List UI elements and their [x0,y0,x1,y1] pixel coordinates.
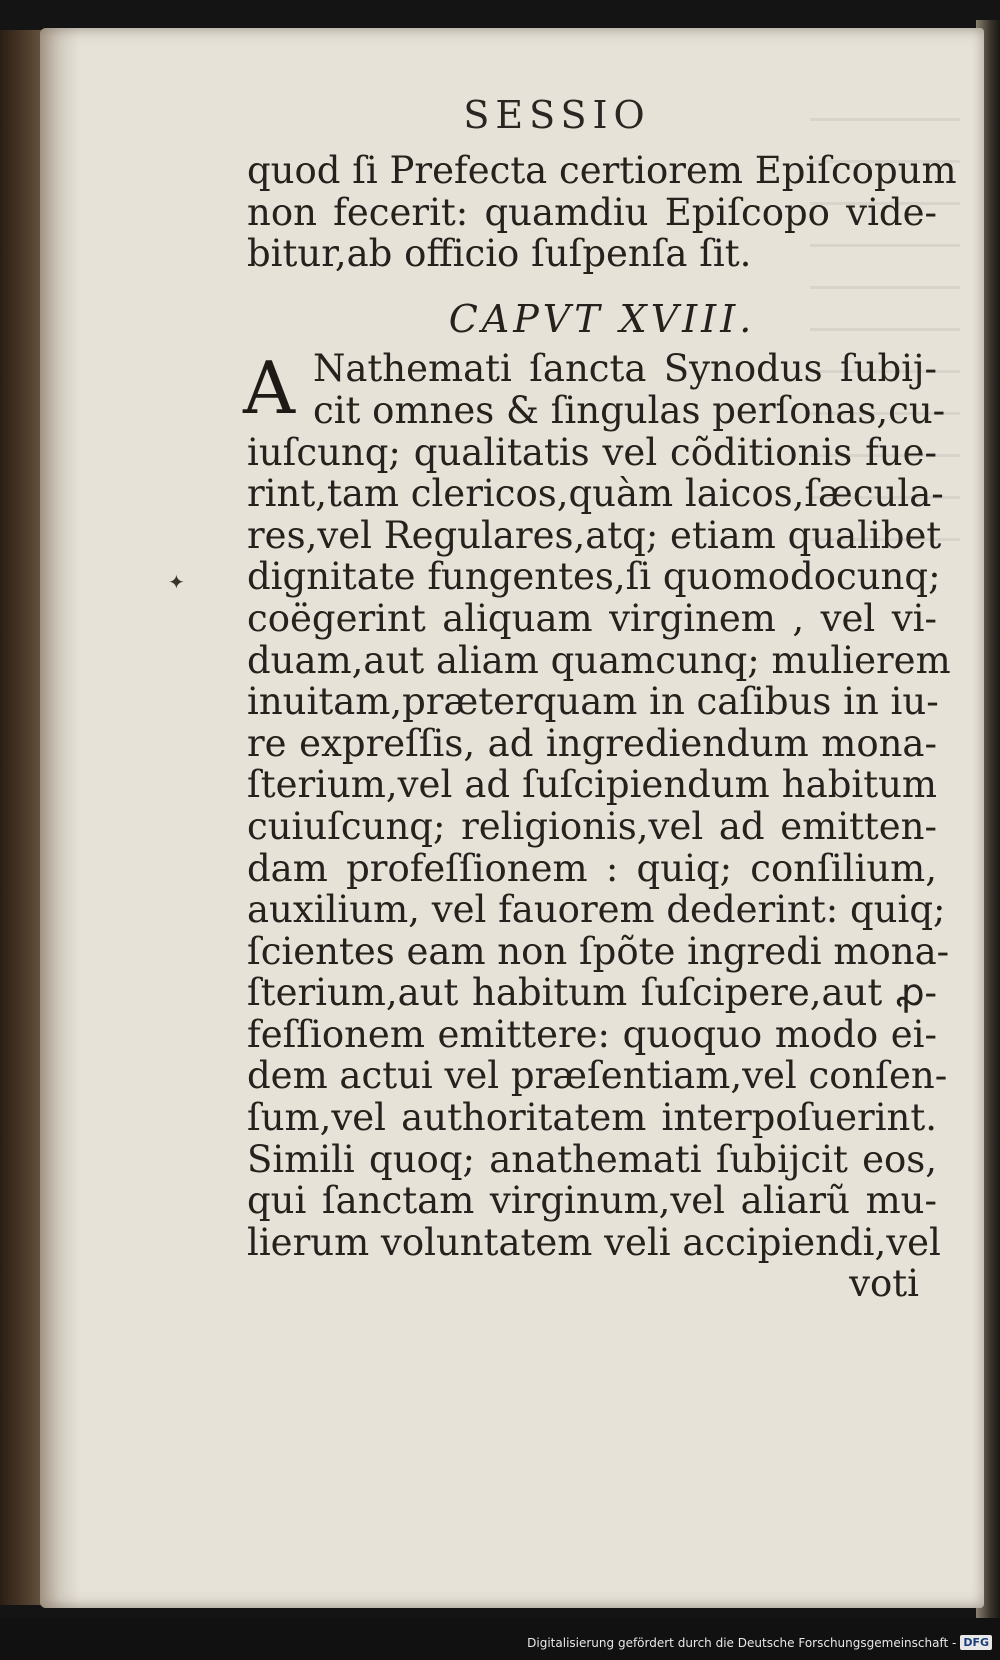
text-line: bitur,ab officio ſuſpenſa ſit. [247,232,752,276]
marginal-mark-icon: ✦ [168,570,185,594]
text-line: coëgerint aliquam virginem , vel vi- [247,596,937,640]
text-line: iuſcunq; qualitatis vel cõditionis fue- [247,430,937,474]
text-line: dem actui vel præſentiam,vel conſen- [247,1054,948,1098]
drop-initial: A [243,346,295,431]
text-line: rint,tam clericos,quàm laicos,ſæcula- [247,472,944,516]
text-line: feſſionem emittere: quoquo modo ei- [247,1012,937,1056]
gutter-shadow [40,28,80,1608]
text-line: res,vel Regulares,atq; etiam qualibet [247,513,942,557]
credit-text: Digitalisierung gefördert durch die Deutsche Forschungsgemeinschaft - [527,1635,957,1650]
footer-bar [0,1618,1000,1660]
text-line: cit omnes & ſingulas perſonas,cu- [313,388,946,432]
chapter-paragraph [243,346,951,1264]
text-line: re expreſſis, ad ingrediendum mona- [247,721,937,765]
text-line: Nathemati ſancta Synodus ſubij- [313,347,937,391]
text-line: qui ſanctam virginum,vel aliarũ mu- [247,1179,937,1223]
text-line: duam,aut aliam quamcunq; mulierem [247,638,951,682]
text-line: non fecerit: quamdiu Epiſcopo vide- [247,190,937,234]
chapter-heading: CAPVT XVIII. [448,296,756,341]
text-line: cuiuſcunq; religionis,vel ad emitten- [247,804,937,848]
text-line: inuitam,præterquam in caſibus in iu- [247,680,939,724]
catchword: voti [849,1262,919,1306]
text-line: ſterium,vel ad ſuſcipiendum habitum [247,763,937,807]
footer-credit [527,1635,992,1650]
book-page [40,28,984,1608]
text-line: ſum,vel authoritatem interpoſuerint. [247,1096,937,1140]
text-line: dignitate fungentes,ſi quomodocunq; [247,555,941,599]
running-head: SESSIO [463,93,651,137]
text-line: quod ſi Prefecta certiorem Epiſcopum [247,149,957,192]
text-line: auxilium, vel fauorem dederint: quiq; [247,888,946,932]
text-block [243,149,957,1306]
text-line: ſcientes eam non ſpõte ingredi mona- [247,929,950,973]
text-line: Simili quoq; anathemati ſubijcit eos, [247,1137,937,1181]
text-line: dam profeſſionem : quiq; conſilium, [247,846,937,890]
text-line: lierum voluntatem veli accipiendi,vel [247,1220,941,1264]
text-line: ſterium,aut habitum ſuſcipere,aut ꝓ- [247,971,937,1015]
dfg-logo: DFG [960,1635,992,1650]
